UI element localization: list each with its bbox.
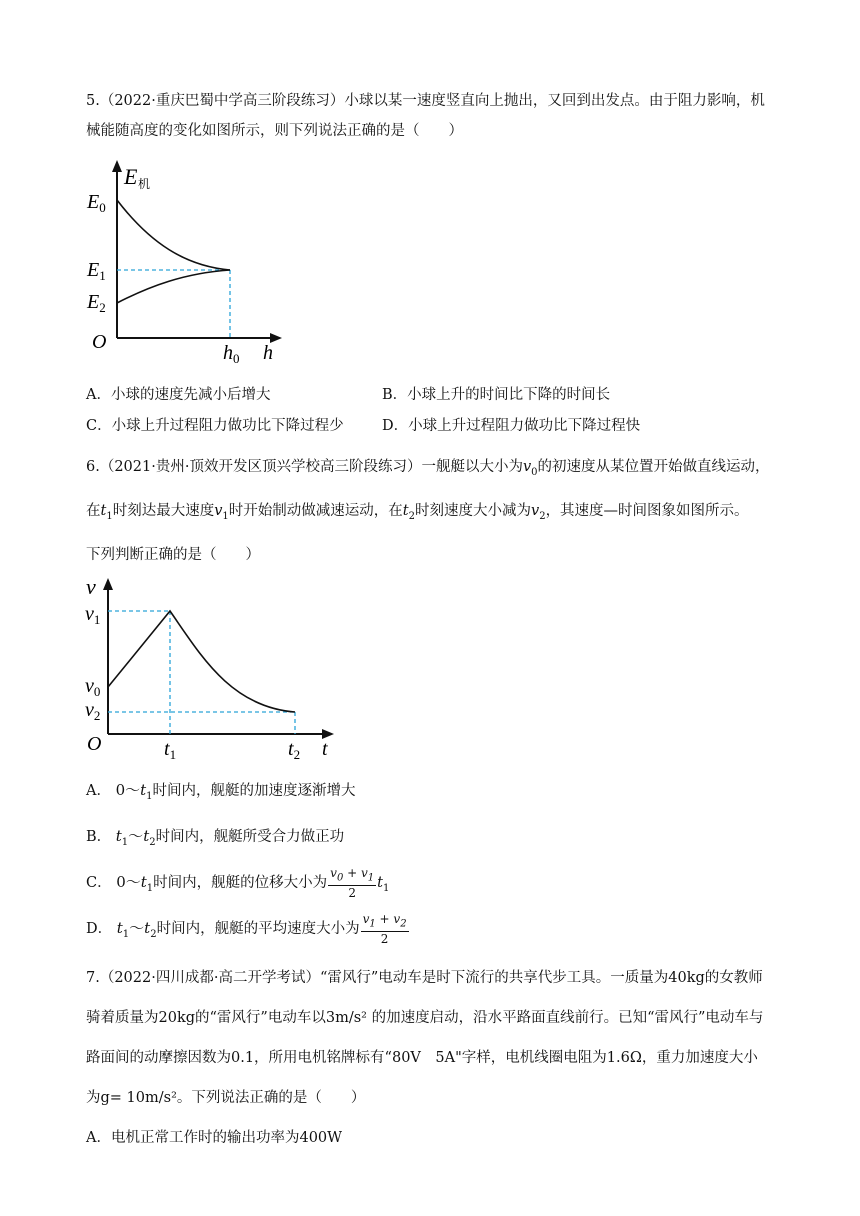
question-6-line-1: 6.（2021·贵州·顶效开发区顶兴学校高三阶段练习）一舰艇以大小为$v_0$的初速度从某位置开始做直线运动，	[86, 459, 770, 478]
q6-velocity-time-graph	[80, 574, 345, 759]
q6-tick-v2: $v_2$	[85, 699, 101, 723]
question-6-line-2: 在$t_1$时刻达最大速度$v_1$时开始制动做减速运动，在$t_2$时刻速度大小减为$v_2$，其速度—时间图象如图所示。	[86, 502, 749, 522]
q5-option-c[interactable]: C．小球上升过程阻力做功比下降过程少	[86, 418, 344, 434]
q6-tick-v0: $v_0$	[85, 675, 101, 699]
q5-tick-e2: $E_2$	[87, 291, 106, 315]
question-7-line-3: 路面间的动摩擦因数为0.1，所用电机铭牌标有“80V 5A"字样，电机线圈电阻为1.6Ω，重力加速度大小	[86, 1050, 758, 1066]
q6-tick-t1: $t_1$	[164, 738, 177, 759]
q5-x-axis-label: h	[263, 342, 273, 364]
question-5	[86, 86, 776, 146]
question-7-line-1: 7.（2022·四川成都·高二开学考试）“雷风行”电动车是时下流行的共享代步工具。一质量为40kg的女教师	[86, 970, 763, 986]
q6-option-d[interactable]: D． $t_1\sim t_2$时间内，舰艇的平均速度大小为 $\frac{v_1 + v_2}{2}$	[86, 912, 407, 947]
question-7-line-4: 为g= 10m/s²。下列说法正确的是（ ）	[86, 1090, 366, 1106]
q5-energy-height-graph	[80, 158, 290, 373]
q6-option-a[interactable]: A． $0\sim t_1$时间内，舰艇的加速度逐渐增大	[86, 781, 356, 802]
q6-y-axis-label: v	[86, 574, 96, 599]
q6-tick-v1: $v_1$	[85, 603, 101, 627]
q6-option-a-range: $0\sim t_1$	[115, 781, 153, 802]
q5-tick-h0: $h_0$	[223, 342, 240, 366]
question-5-stem: 5.（2022·重庆巴蜀中学高三阶段练习）小球以某一速度竖直向上抛出，又回到出发点。由于阻力影响，机械能随高度的变化如图所示，则下列说法正确的是（ ）	[86, 93, 765, 139]
q5-tick-e0: $E_0$	[87, 191, 106, 215]
q7-option-a[interactable]: A．电机正常工作时的输出功率为400W	[86, 1130, 343, 1146]
q5-y-axis-sub: 机	[138, 177, 151, 191]
q5-origin: O	[92, 331, 107, 353]
q5-tick-e1: $E_1$	[87, 259, 106, 283]
q5-option-b[interactable]: B．小球上升的时间比下降的时间长	[382, 387, 611, 403]
q5-option-a[interactable]: A．小球的速度先减小后增大	[86, 387, 271, 403]
q6-option-b[interactable]: B． $t_1\sim t_2$时间内，舰艇所受合力做正功	[86, 827, 345, 848]
q5-y-axis-label: E	[124, 164, 138, 189]
q6-option-d-fraction: $\frac{v_1 + v_2}{2}$	[362, 912, 407, 947]
question-6-line-3: 下列判断正确的是（ ）	[86, 546, 260, 563]
question-7-line-2: 骑着质量为20kg的“雷风行”电动车以3m/s² 的加速度启动，沿水平路面直线前行。已知“雷风行”电动车与	[86, 1010, 764, 1026]
q6-origin: O	[87, 733, 102, 755]
q6-option-c-fraction: $\frac{v_0 + v_1}{2}$	[330, 866, 375, 901]
question-6	[86, 448, 776, 574]
q6-tick-t2: $t_2$	[288, 738, 301, 759]
q5-option-d[interactable]: D．小球上升过程阻力做功比下降过程快	[382, 418, 641, 434]
q6-option-b-range: $t_1\sim t_2$	[115, 827, 156, 848]
q6-option-c-range: $0\sim t_1$	[116, 873, 154, 895]
question-7	[86, 958, 776, 1158]
q6-option-c[interactable]: C． $0\sim t_1$时间内，舰艇的位移大小为 $\frac{v_0 + v_1}{2}$ $t_1$	[86, 866, 390, 901]
q6-x-axis-label: t	[322, 738, 328, 759]
q6-option-d-range: $t_1\sim t_2$	[116, 919, 157, 941]
